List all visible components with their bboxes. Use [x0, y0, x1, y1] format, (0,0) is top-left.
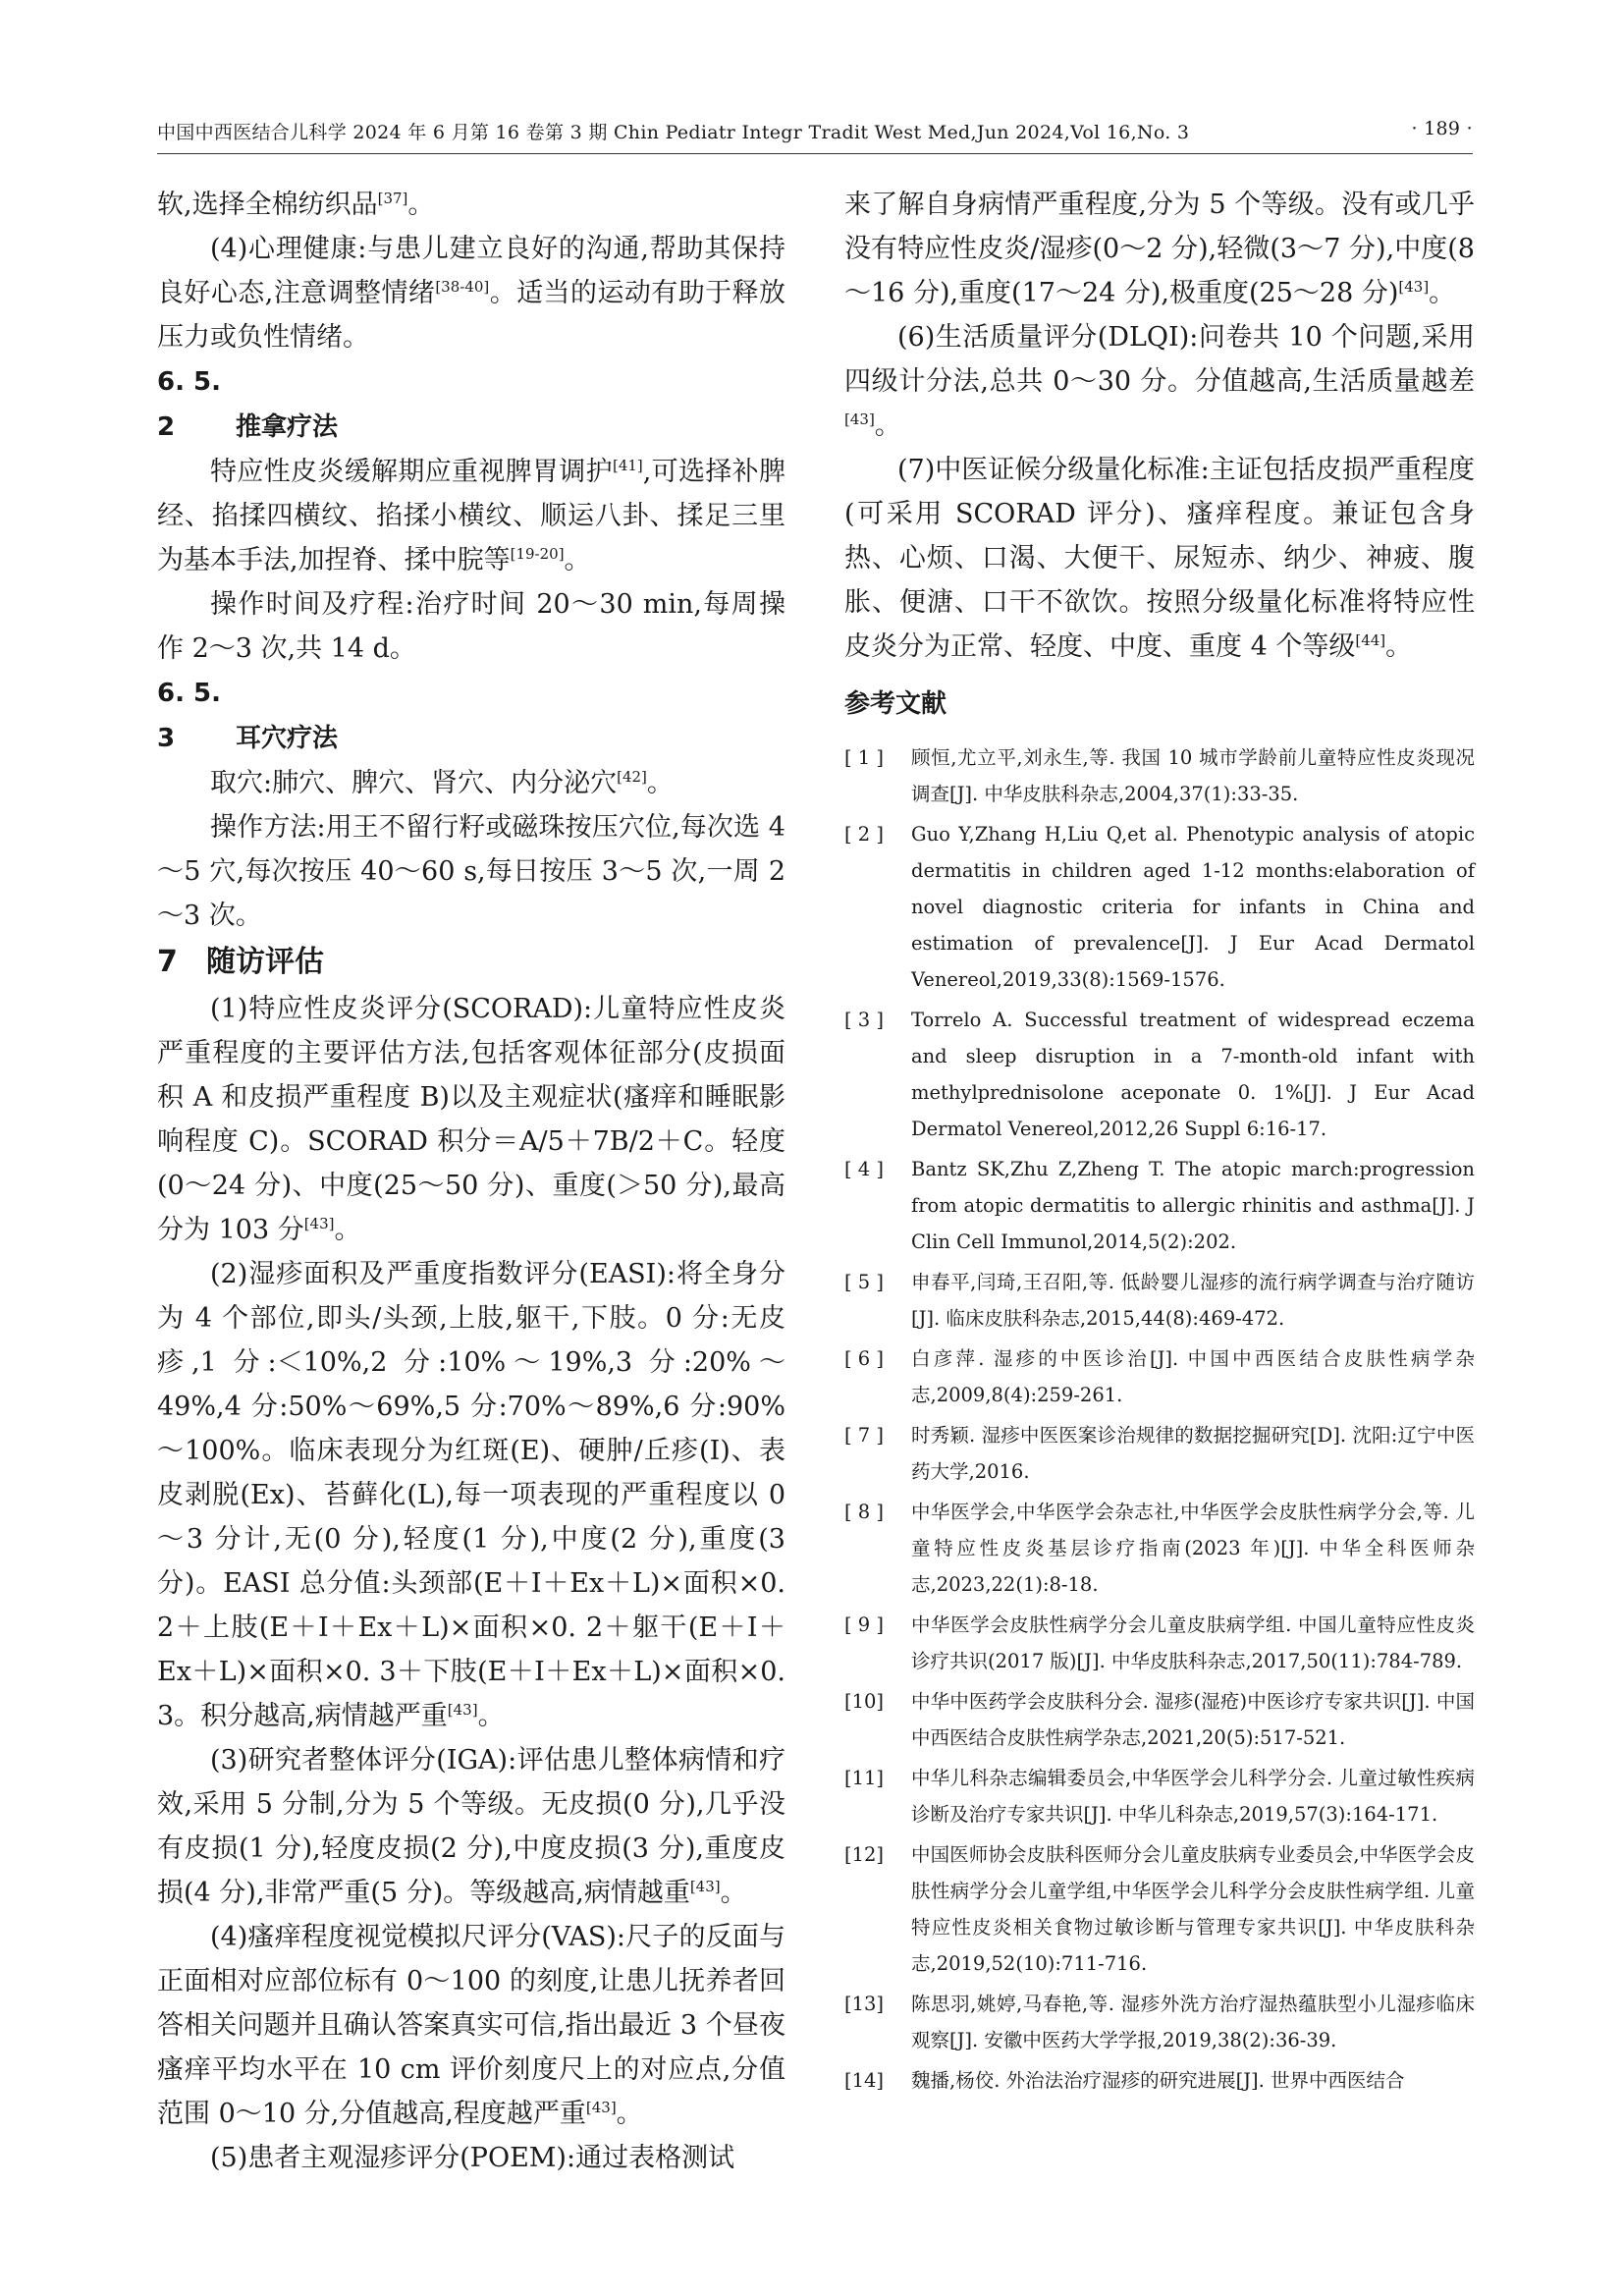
- citation: [37]: [377, 190, 408, 207]
- reference-text: 申春平,闫琦,王召阳,等. 低龄婴儿湿疹的流行病学调查与治疗随访[J]. 临床皮肤科杂志,2015,44(8):469-472.: [911, 1271, 1475, 1330]
- citation: [43]: [447, 1701, 478, 1719]
- paragraph-textile-note: 软,选择全棉纺织品[37]。: [157, 190, 435, 220]
- reference-number: [ 8 ]: [844, 1501, 885, 1523]
- citation: [43]: [844, 410, 875, 428]
- reference-text: 白彦萍. 湿疹的中医诊治[J]. 中国中西医结合皮肤性病学杂志,2009,8(4):259-261.: [911, 1347, 1475, 1406]
- paragraph-mental-health: (4)心理健康:与患儿建立良好的沟通,帮助其保持良好心态,注意调整情绪[38-40]。适当的运动有助于释放压力或负性情绪。: [157, 234, 785, 353]
- page-number: · 189 ·: [1411, 118, 1473, 139]
- reference-text: 顾恒,尤立平,刘永生,等. 我国 10 城市学龄前儿童特应性皮炎现况调查[J]. 中华皮肤科杂志,2004,37(1):33-35.: [911, 746, 1475, 805]
- reference-item: [844, 1264, 1475, 1337]
- reference-text: 中华儿科杂志编辑委员会,中华医学会儿科学分会. 儿童过敏性疾病诊断及治疗专家共识[J]. 中华儿科杂志,2019,57(3):164-171.: [911, 1767, 1475, 1826]
- reference-text: Bantz SK,Zhu Z,Zheng T. The atopic march:progression from atopic dermatitis to allergic rhinitis and asthma[J]. J Clin Cell Immunol,2014,5(2):202.: [911, 1158, 1475, 1253]
- section-heading-follow-up: 7 随访评估: [157, 945, 324, 979]
- reference-number: [ 3 ]: [844, 1009, 885, 1031]
- running-header: [157, 118, 1473, 147]
- reference-number: [ 4 ]: [844, 1158, 885, 1180]
- reference-number: [10]: [844, 1690, 885, 1713]
- paragraph-iga: (3)研究者整体评分(IGA):评估患儿整体病情和疗效,采用 5 分制,分为 5 个等级。无皮损(0 分),几乎没有皮损(1 分),轻度皮损(2 分),中度皮损(3 分),重度皮损(4 分),非常严重(5 分)。等级越高,病情越重[43]。: [157, 1745, 785, 1908]
- reference-item: [844, 739, 1475, 812]
- reference-text: 魏播,杨佼. 外治法治疗湿疹的研究进展[J]. 世界中西医结合: [911, 2069, 1405, 2092]
- paragraph-easi: (2)湿疹面积及严重度指数评分(EASI):将全身分为 4 个部位,即头/头颈,上肢,躯干,下肢。0 分:无皮疹,1 分:＜10%,2 分:10%～19%,3 分:20%～49%,4 分:50%～69%,5 分:70%～89%,6 分:90%～100%。临床表现分为红斑(E)、硬肿/丘疹(I)、表皮剥脱(Ex)、苔藓化(L),每一项表现的严重程度以 0～3 分计,无(0 分),轻度(1 分),中度(2 分),重度(3 分)。EASI 总分值:头颈部(E＋I＋Ex＋L)×面积×0. 2＋上肢(E＋I＋Ex＋L)×面积×0. 2＋躯干(E＋I＋Ex＋L)×面积×0. 3＋下肢(E＋I＋Ex＋L)×面积×0. 3。积分越高,病情越严重[43]。: [157, 1259, 785, 1731]
- reference-item: [844, 816, 1475, 998]
- reference-number: [11]: [844, 1767, 885, 1789]
- paragraph-massage-course: 操作时间及疗程:治疗时间 20～30 min,每周操作 2～3 次,共 14 d。: [157, 589, 785, 664]
- references-heading: 参考文献: [844, 689, 947, 719]
- reference-text: Torrelo A. Successful treatment of widespread eczema and sleep disruption in a 7-month-old infant with methylprednisolone aceponate 0. 1%[J]. J Eur Acad Dermatol Venereol,2012,26 Suppl 6:16-17.: [911, 1009, 1475, 1140]
- reference-item: [844, 1002, 1475, 1147]
- reference-item: [844, 1417, 1475, 1490]
- reference-text: 时秀颖. 湿疹中医医案诊治规律的数据挖掘研究[D]. 沈阳:辽宁中医药大学,2016.: [911, 1424, 1475, 1483]
- reference-item: [844, 1836, 1475, 1982]
- paragraph-dlqi: (6)生活质量评分(DLQI):问卷共 10 个问题,采用四级计分法,总共 0～30 分。分值越高,生活质量越差[43]。: [844, 322, 1475, 441]
- reference-number: [ 7 ]: [844, 1424, 885, 1447]
- citation: [19-20]: [510, 545, 565, 563]
- header-rule: [157, 153, 1473, 154]
- journal-citation-line: 中国中西医结合儿科学 2024 年 6 月第 16 卷第 3 期 Chin Pediatr Integr Tradit West Med,Jun 2024,Vol 16,No. 3: [157, 122, 1190, 143]
- right-column: [844, 183, 1475, 2103]
- reference-text: Guo Y,Zhang H,Liu Q,et al. Phenotypic analysis of atopic dermatitis in children aged 1-12 months:elaboration of novel diagnostic criteria for infants in China and estimation of prevalence[J]. J Eur Acad Dermatol Venereol,2019,33(8):1569-1576.: [911, 823, 1475, 991]
- citation: [38-40]: [435, 278, 490, 296]
- reference-item: [844, 1151, 1475, 1260]
- paragraph-ear-method: 操作方法:用王不留行籽或磁珠按压穴位,每次选 4～5 穴,每次按压 40～60 s,每日按压 3～5 次,一周 2～3 次。: [157, 812, 785, 931]
- citation: [41]: [612, 457, 643, 474]
- subsection-heading-massage: 6. 5. 2 推拿疗法: [157, 367, 339, 442]
- reference-number: [ 9 ]: [844, 1613, 885, 1636]
- reference-text: 中国医师协会皮肤科医师分会儿童皮肤病专业委员会,中华医学会皮肤性病学分会儿童学组,中华医学会儿科学分会皮肤性病学组. 儿童特应性皮炎相关食物过敏诊断与管理专家共识[J]. 中华皮肤科杂志,2019,52(10):711-716.: [911, 1843, 1475, 1975]
- reference-item: [844, 2062, 1475, 2099]
- reference-number: [ 5 ]: [844, 1271, 885, 1293]
- reference-item: [844, 1683, 1475, 1756]
- reference-number: [12]: [844, 1843, 885, 1866]
- paragraph-poem: (5)患者主观湿疹评分(POEM):通过表格测试: [210, 2143, 735, 2173]
- reference-number: [ 1 ]: [844, 746, 885, 769]
- reference-number: [ 6 ]: [844, 1347, 885, 1370]
- left-column: [157, 183, 785, 2180]
- citation: [43]: [303, 1215, 335, 1232]
- reference-item: [844, 1607, 1475, 1679]
- citation: [43]: [1398, 278, 1430, 296]
- reference-item: [844, 1760, 1475, 1832]
- reference-number: [14]: [844, 2069, 885, 2092]
- subsection-heading-ear-acupoint: 6. 5. 3 耳穴疗法: [157, 679, 339, 753]
- citation: [42]: [617, 768, 647, 786]
- reference-text: 中华医学会皮肤性病学分会儿童皮肤病学组. 中国儿童特应性皮炎诊疗共识(2017 版)[J]. 中华皮肤科杂志,2017,50(11):784-789.: [911, 1613, 1475, 1672]
- paragraph-acupoints: 取穴:肺穴、脾穴、肾穴、内分泌穴[42]。: [210, 768, 674, 798]
- reference-text: 中华中医药学会皮肤科分会. 湿疹(湿疮)中医诊疗专家共识[J]. 中国中西医结合皮肤性病学杂志,2021,20(5):517-521.: [911, 1690, 1475, 1749]
- paragraph-vas: (4)瘙痒程度视觉模拟尺评分(VAS):尺子的反面与正面相对应部位标有 0～100 的刻度,让患儿抚养者回答相关问题并且确认答案真实可信,指出最近 3 个昼夜瘙痒平均水平在 10 cm 评价刻度尺上的对应点,分值范围 0～10 分,分值越高,程度越严重[43]。: [157, 1922, 785, 2129]
- citation: [44]: [1355, 631, 1386, 649]
- paragraph-tcm-grading: (7)中医证候分级量化标准:主证包括皮损严重程度(可采用 SCORAD 评分)、瘙痒程度。兼证包含身热、心烦、口渴、大便干、尿短赤、纳少、神疲、腹胀、便溏、口干不欲饮。按照分级量化标准将特应性皮炎分为正常、轻度、中度、重度 4 个等级[44]。: [844, 455, 1475, 662]
- citation: [43]: [689, 1878, 721, 1895]
- reference-number: [ 2 ]: [844, 823, 885, 846]
- citation: [43]: [585, 2099, 617, 2116]
- paragraph-scorad: (1)特应性皮炎评分(SCORAD):儿童特应性皮炎严重程度的主要评估方法,包括客观体征部分(皮损面积 A 和皮损严重程度 B)以及主观症状(瘙痒和睡眠影响程度 C)。SCORAD 积分＝A/5＋7B/2＋C。轻度(0～24 分)、中度(25～50 分)、重度(＞50 分),最高分为 103 分[43]。: [157, 994, 785, 1245]
- reference-list: [844, 739, 1475, 2099]
- reference-item: [844, 1340, 1475, 1413]
- reference-text: 中华医学会,中华医学会杂志社,中华医学会皮肤性病学分会,等. 儿童特应性皮炎基层诊疗指南(2023 年)[J]. 中华全科医师杂志,2023,22(1):8-18.: [911, 1501, 1475, 1596]
- paragraph-massage-method: 特应性皮炎缓解期应重视脾胃调护[41],可选择补脾经、掐揉四横纹、掐揉小横纹、顺运八卦、揉足三里为基本手法,加捏脊、揉中脘等[19-20]。: [157, 457, 786, 575]
- reference-item: [844, 1986, 1475, 2058]
- reference-number: [13]: [844, 1993, 885, 2015]
- paragraph-poem-continued: 来了解自身病情严重程度,分为 5 个等级。没有或几乎没有特应性皮炎/湿疹(0～2 分),轻微(3～7 分),中度(8～16 分),重度(17～24 分),极重度(25～28 分)[43]。: [844, 190, 1475, 308]
- reference-item: [844, 1494, 1475, 1603]
- reference-text: 陈思羽,姚婷,马春艳,等. 湿疹外洗方治疗湿热蕴肤型小儿湿疹临床观察[J]. 安徽中医药大学学报,2019,38(2):36-39.: [911, 1993, 1475, 2051]
